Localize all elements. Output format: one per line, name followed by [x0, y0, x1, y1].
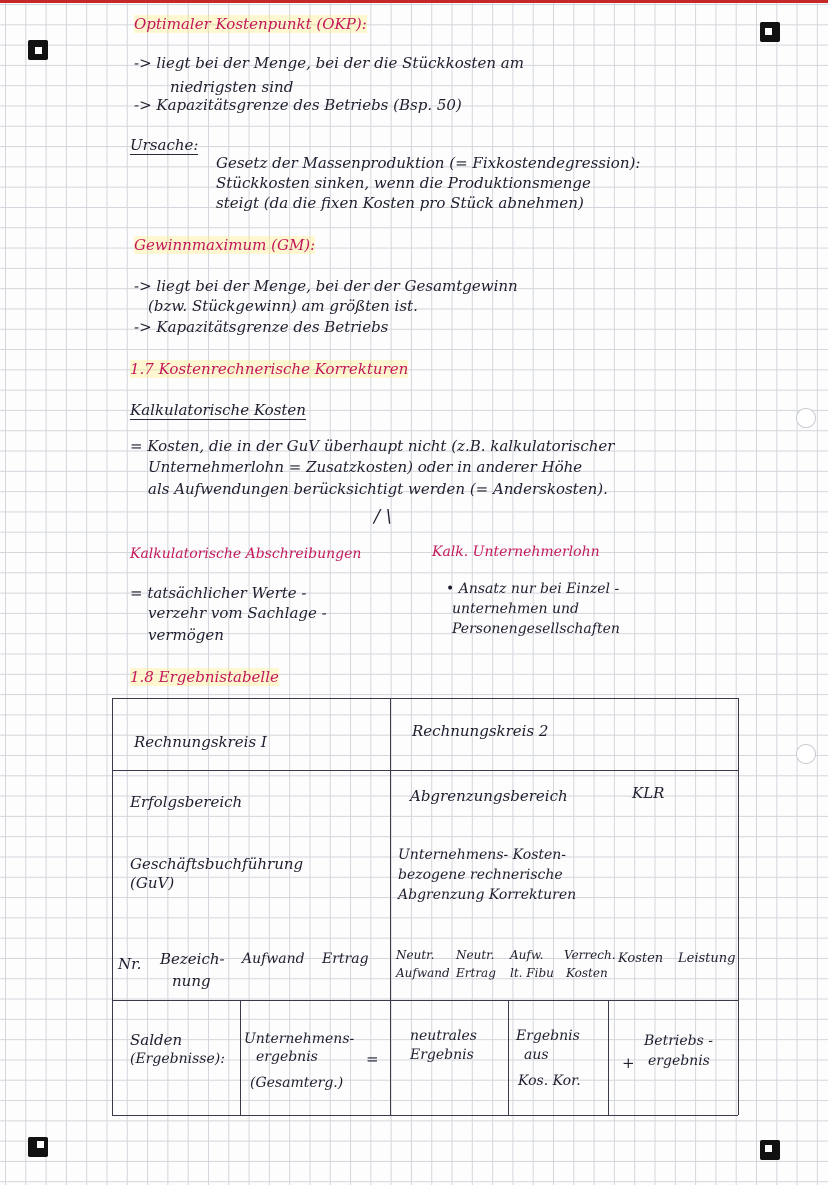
- scan-marker-icon: [28, 40, 48, 60]
- abgrenzungsbereich: Abgrenzungsbereich: [410, 787, 568, 805]
- definition-line-3: als Aufwendungen berücksichtigt werden (= Anderskosten).: [148, 480, 608, 498]
- scan-marker-icon: [760, 1140, 780, 1160]
- header-kosten: Kosten: [618, 951, 664, 966]
- header-aufw-lt-fibu: Aufw.: [510, 948, 544, 962]
- header-neutr-aufwand-cont: Aufwand: [396, 966, 450, 980]
- ursache-label: Ursache:: [130, 136, 199, 154]
- section-1-7-title: 1.7 Kostenrechnerische Korrekturen: [130, 360, 409, 378]
- salden-ergebnisse: (Ergebnisse):: [130, 1051, 225, 1067]
- okp-bullet-1-line-1: -> liegt bei der Menge, bei der die Stückkosten am: [134, 54, 524, 72]
- rechnungskreis-2: Rechnungskreis 2: [412, 722, 549, 740]
- ergebnis-kos-kor-line-1: Ergebnis: [516, 1028, 580, 1044]
- header-ertrag: Ertrag: [322, 951, 369, 967]
- unternehmerlohn-line-1: • Ansatz nur bei Einzel -: [446, 581, 620, 597]
- ursache-line-1: Gesetz der Massenproduktion (= Fixkostendegression):: [216, 154, 641, 172]
- header-aufw-lt-fibu-cont: lt. Fibu: [510, 966, 554, 980]
- abschreibungen-line-3: vermögen: [148, 626, 224, 644]
- table-border-left: [112, 698, 113, 1115]
- definition-line-1: = Kosten, die in der GuV überhaupt nicht (z.B. kalkulatorischer: [130, 437, 615, 455]
- rechnungskreis-1: Rechnungskreis I: [134, 733, 267, 751]
- unternehmensbezogene-line-3: Abgrenzung Korrekturen: [398, 887, 577, 903]
- unternehmensergebnis-line-3: (Gesamterg.): [250, 1075, 344, 1091]
- okp-bullet-2: -> Kapazitätsgrenze des Betriebs (Bsp. 50): [134, 96, 462, 114]
- betriebsergebnis-line-2: ergebnis: [648, 1053, 710, 1069]
- header-bezeichnung: Bezeich-: [160, 950, 225, 968]
- table-border-bottom: [112, 1115, 738, 1116]
- kalk-abschreibungen-title: Kalkulatorische Abschreibungen: [130, 546, 362, 562]
- header-verrech-kosten: Verrech.: [564, 948, 616, 962]
- geschaeftsbuchfuehrung: Geschäftsbuchführung: [130, 855, 304, 873]
- table-border-right: [738, 698, 739, 1115]
- punch-hole-icon: [796, 408, 816, 428]
- kalk-kosten-title: Kalkulatorische Kosten: [130, 401, 306, 419]
- header-neutr-ertrag: Neutr.: [456, 948, 495, 962]
- header-nr: Nr.: [118, 955, 142, 973]
- gm-bullet-2: -> Kapazitätsgrenze des Betriebs: [134, 318, 389, 336]
- okp-title: Optimaler Kostenpunkt (OKP):: [134, 15, 367, 33]
- table-border-top: [112, 698, 738, 699]
- guv-label: (GuV): [130, 874, 175, 892]
- table-row-divider: [112, 1000, 738, 1001]
- header-leistung: Leistung: [678, 951, 736, 966]
- table-row-divider: [112, 770, 738, 771]
- branch-arrows: / \: [374, 506, 392, 527]
- unternehmerlohn-line-2: unternehmen und: [452, 601, 579, 617]
- salden-label: Salden: [130, 1031, 183, 1049]
- abschreibungen-line-2: verzehr vom Sachlage -: [148, 604, 327, 622]
- table-column-divider: [390, 698, 391, 1115]
- betriebsergebnis-line-1: Betriebs -: [644, 1033, 713, 1049]
- gm-bullet-1-line-1: -> liegt bei der Menge, bei der der Gesamtgewinn: [134, 277, 518, 295]
- table-column-divider: [240, 1000, 241, 1115]
- okp-bullet-1-line-2: niedrigsten sind: [170, 78, 294, 96]
- unternehmensbezogene-line-1: Unternehmens- Kosten-: [398, 847, 567, 863]
- klr-label: KLR: [632, 784, 665, 802]
- table-column-divider: [508, 1000, 509, 1115]
- header-neutr-aufwand: Neutr.: [396, 948, 435, 962]
- erfolgsbereich: Erfolgsbereich: [130, 793, 243, 811]
- abschreibungen-line-1: = tatsächlicher Werte -: [130, 584, 307, 602]
- unternehmerlohn-line-3: Personengesellschaften: [452, 621, 620, 637]
- header-verrech-kosten-cont: Kosten: [566, 966, 608, 980]
- equals-sign: =: [366, 1050, 379, 1068]
- plus-sign: +: [622, 1054, 635, 1072]
- unternehmensergebnis-line-2: ergebnis: [256, 1049, 318, 1065]
- header-neutr-ertrag-cont: Ertrag: [456, 966, 496, 980]
- kalk-unternehmerlohn-title: Kalk. Unternehmerlohn: [432, 544, 600, 560]
- neutrales-ergebnis-line-2: Ergebnis: [410, 1047, 474, 1063]
- ergebnis-kos-kor-line-2: aus: [524, 1047, 549, 1063]
- ursache-line-3: steigt (da die fixen Kosten pro Stück abnehmen): [216, 194, 584, 212]
- header-bezeichnung-cont: nung: [172, 972, 211, 990]
- section-1-8-title: 1.8 Ergebnistabelle: [130, 668, 279, 686]
- neutrales-ergebnis-line-1: neutrales: [410, 1028, 477, 1044]
- unternehmensbezogene-line-2: bezogene rechnerische: [398, 867, 563, 883]
- gm-title: Gewinnmaximum (GM):: [134, 236, 316, 254]
- punch-hole-icon: [796, 744, 816, 764]
- gm-bullet-1-line-2: (bzw. Stückgewinn) am größten ist.: [148, 297, 418, 315]
- definition-line-2: Unternehmerlohn = Zusatzkosten) oder in anderer Höhe: [148, 458, 583, 476]
- unternehmensergebnis-line-1: Unternehmens-: [244, 1031, 355, 1047]
- top-edge-line: [0, 0, 828, 3]
- ergebnis-kos-kor-line-3: Kos. Kor.: [518, 1073, 581, 1089]
- scan-marker-icon: [28, 1137, 48, 1157]
- table-column-divider: [608, 1000, 609, 1115]
- scan-marker-icon: [760, 22, 780, 42]
- ursache-line-2: Stückkosten sinken, wenn die Produktionsmenge: [216, 174, 591, 192]
- header-aufwand: Aufwand: [242, 951, 305, 967]
